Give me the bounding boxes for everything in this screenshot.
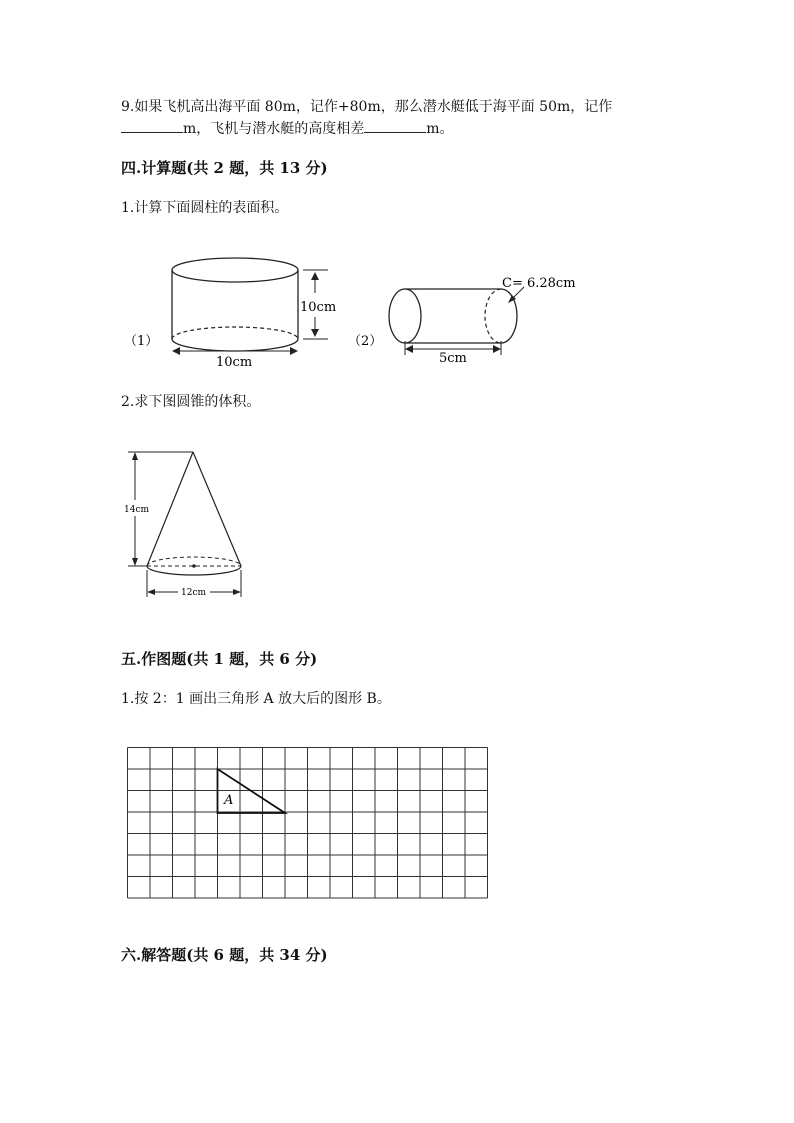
question-9-line2: [121, 118, 454, 140]
cylinder-1: [172, 258, 298, 351]
triangle-a-label: A: [224, 793, 234, 808]
cylinder-2: [389, 289, 517, 343]
cone-height-label: 14cm: [124, 505, 150, 515]
answer-blank-1[interactable]: [121, 118, 183, 133]
cylinder-figures: [110, 245, 590, 375]
cylinder-2-circumference-label: C= 6.28cm: [502, 276, 576, 291]
question-9-text: 9.如果飞机高出海平面 80m，记作+80m，那么潜水艇低于海平面 50m，记作: [121, 99, 613, 115]
grid-lines: [128, 748, 488, 899]
question-9-unit1: m，飞机与潜水艇的高度相差: [183, 121, 365, 137]
cylinder-1-height-label: 10cm: [300, 300, 337, 315]
figure-1-label: （1）: [124, 334, 159, 349]
cone-figure: [118, 440, 258, 605]
answer-blank-2[interactable]: [364, 118, 426, 133]
question-9-line1: [121, 96, 612, 118]
question-9-unit2: m。: [426, 121, 454, 137]
calc-question-1: 1.计算下面圆柱的表面积。: [121, 200, 289, 216]
section-6-title: 六.解答题(共 6 题，共 34 分): [121, 946, 328, 964]
cylinder-2-length-label: 5cm: [439, 351, 467, 366]
figure-2-label: （2）: [348, 334, 383, 349]
section-4-title: 四.计算题(共 2 题，共 13 分): [121, 159, 328, 177]
drawing-grid[interactable]: [125, 745, 490, 901]
draw-question-1: 1.按 2：1 画出三角形 A 放大后的图形 B。: [121, 691, 391, 707]
section-5-title: 五.作图题(共 1 题，共 6 分): [121, 650, 318, 668]
calc-question-2: 2.求下图圆锥的体积。: [121, 394, 261, 410]
cylinder-1-diameter-label: 10cm: [216, 355, 253, 370]
cone: [147, 452, 241, 575]
cone-diameter-label: 12cm: [181, 588, 207, 598]
